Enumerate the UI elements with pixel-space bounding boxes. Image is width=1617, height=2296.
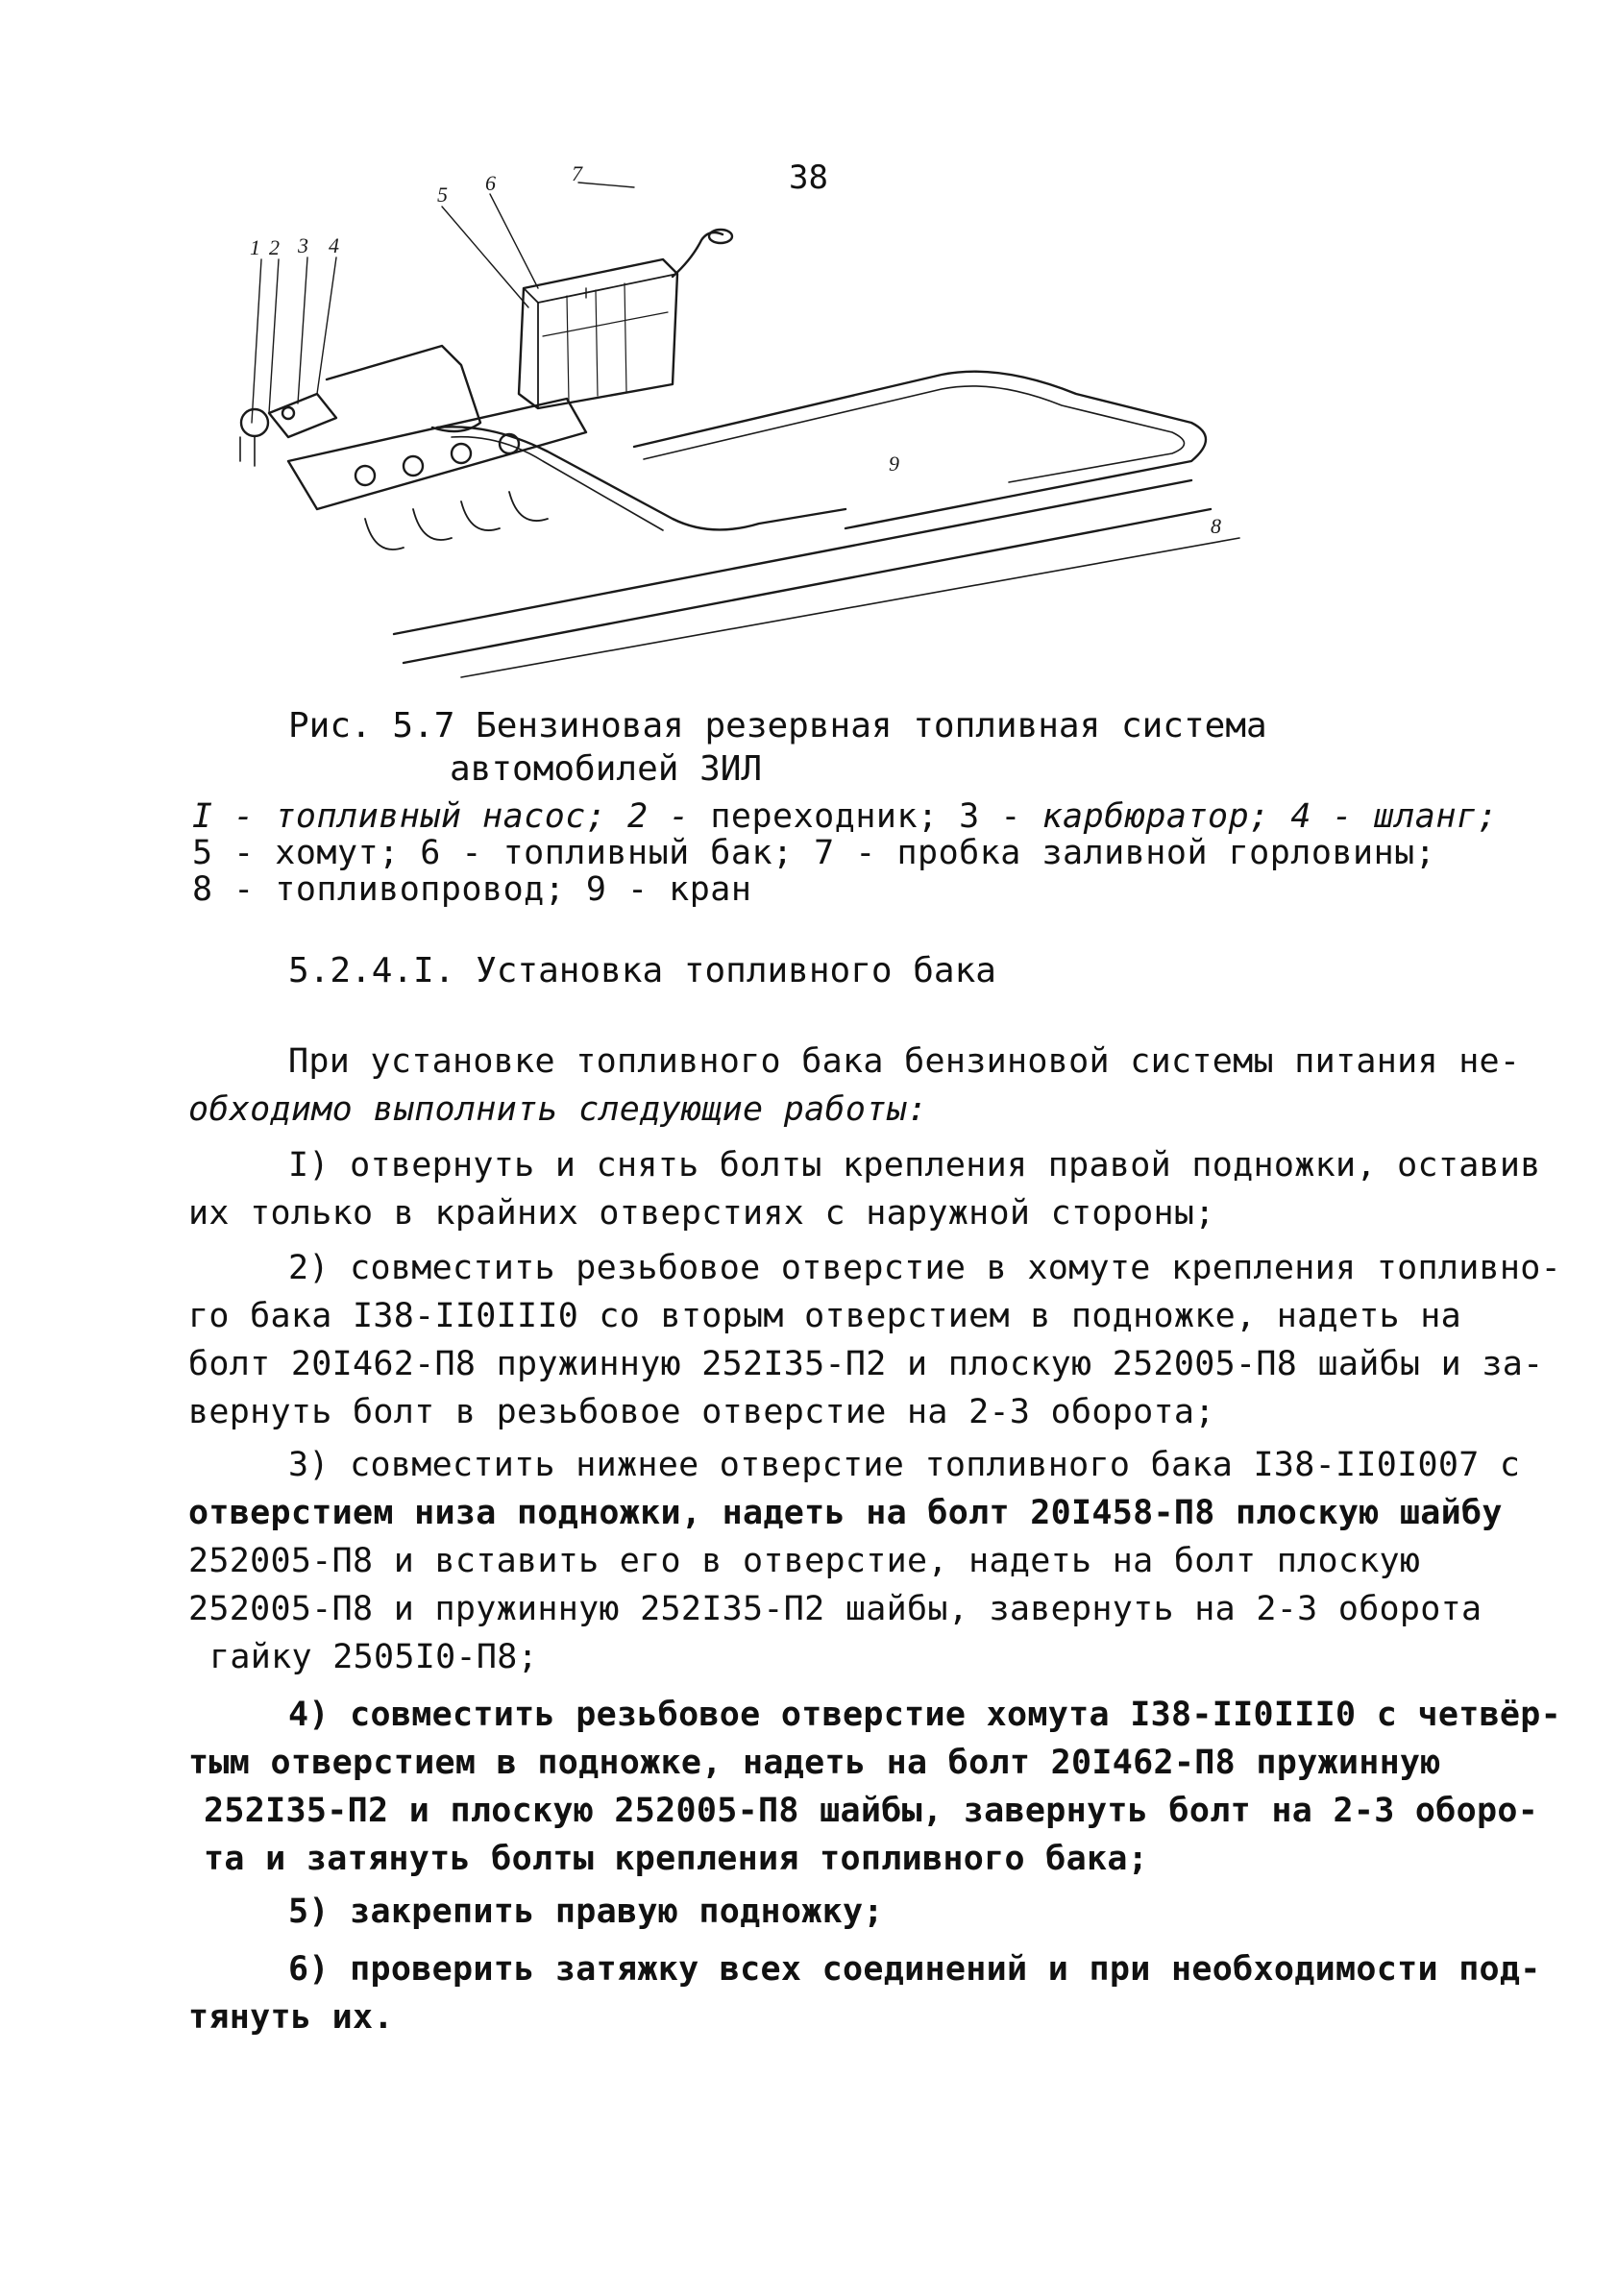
svg-text:2: 2: [269, 235, 280, 259]
figure-caption-line-1: Рис. 5.7 Бензиновая резервная топливная система: [288, 706, 1267, 745]
step-2-line: го бака I38-II0III0 со вторым отверстием в подножке, надеть на: [188, 1297, 1462, 1335]
figure-legend-line-1: [192, 797, 1498, 836]
figure-caption-line-2: автомобилей ЗИЛ: [450, 749, 763, 789]
figure-legend-line-2: 5 - хомут; 6 - топливный бак; 7 - пробка заливной горловины;: [192, 834, 1436, 872]
paragraph-line: обходимо выполнить следующие работы:: [188, 1090, 928, 1129]
step-2-line: болт 20I462-П8 пружинную 252I35-П2 и плоскую 252005-П8 шайбы и за-: [188, 1345, 1544, 1383]
fuel-tank-drawing: [519, 259, 677, 408]
svg-text:6: 6: [485, 171, 496, 195]
fuel-line-right: [634, 372, 1206, 528]
step-3-line: 3) совместить нижнее отверстие топливного бака I38-II0I007 с: [288, 1446, 1521, 1484]
figure-legend-line-3: 8 - топливопровод; 9 - кран: [192, 870, 752, 909]
step-1-line: I) отвернуть и снять болты крепления правой подножки, оставив: [288, 1146, 1541, 1185]
svg-text:1: 1: [250, 235, 260, 259]
step-2-line: вернуть болт в резьбовое отверстие на 2-3 оборота;: [188, 1393, 1215, 1431]
step-3-line: гайку 2505I0-П8;: [209, 1638, 538, 1676]
frame-rail-lower: [404, 509, 1211, 663]
step-4-line: 4) совместить резьбовое отверстие хомута I38-II0III0 с четвёр-: [288, 1696, 1562, 1734]
step-6-line: тянуть их.: [188, 1998, 394, 2037]
page-number: 38: [789, 159, 828, 197]
step-1-line: их только в крайних отверстиях с наружной стороны;: [188, 1194, 1215, 1233]
step-4-line: тым отверстием в подножке, надеть на болт 20I462-П8 пружинную: [188, 1744, 1441, 1782]
filler-neck-drawing: [673, 232, 723, 277]
svg-text:5: 5: [437, 183, 448, 207]
fuel-line-engine-2: [452, 437, 663, 530]
frame-rail-lower-3: [461, 538, 1239, 677]
step-5-line: 5) закрепить правую подножку;: [288, 1893, 884, 1931]
step-6-line: 6) проверить затяжку всех соединений и при необходимости под-: [288, 1950, 1541, 1989]
svg-text:4: 4: [329, 233, 339, 257]
carburetor-drawing: [240, 394, 336, 466]
step-4-line: 252I35-П2 и плоскую 252005-П8 шайбы, завернуть болт на 2-3 оборо-: [204, 1792, 1539, 1830]
legend-part: топливный насос; 2 -: [275, 797, 711, 836]
legend-part: карбюратор; 4 - шланг;: [1041, 797, 1499, 836]
svg-text:9: 9: [889, 452, 899, 476]
svg-text:3: 3: [298, 233, 308, 257]
svg-text:7: 7: [572, 161, 582, 185]
filler-cap-drawing: [709, 230, 732, 243]
svg-text:8: 8: [1211, 514, 1221, 538]
legend-part: I -: [192, 797, 276, 836]
step-2-line: 2) совместить резьбовое отверстие в хомуте крепления топливно-: [288, 1249, 1562, 1287]
paragraph-line: При установке топливного бака бензиновой системы питания не-: [288, 1042, 1521, 1081]
step-3-line: 252005-П8 и пружинную 252I35-П2 шайбы, завернуть на 2-3 оборота: [188, 1590, 1482, 1628]
section-title: 5.2.4.I. Установка топливного бака: [288, 951, 996, 990]
step-4-line: та и затянуть болты крепления топливного бака;: [204, 1840, 1149, 1878]
step-3-line: отверстием низа подножки, надеть на болт 20I458-П8 плоскую шайбу: [188, 1494, 1503, 1532]
step-3-line: 252005-П8 и вставить его в отверстие, надеть на болт плоскую: [188, 1542, 1421, 1580]
legend-part: переходник; 3 -: [710, 797, 1042, 836]
